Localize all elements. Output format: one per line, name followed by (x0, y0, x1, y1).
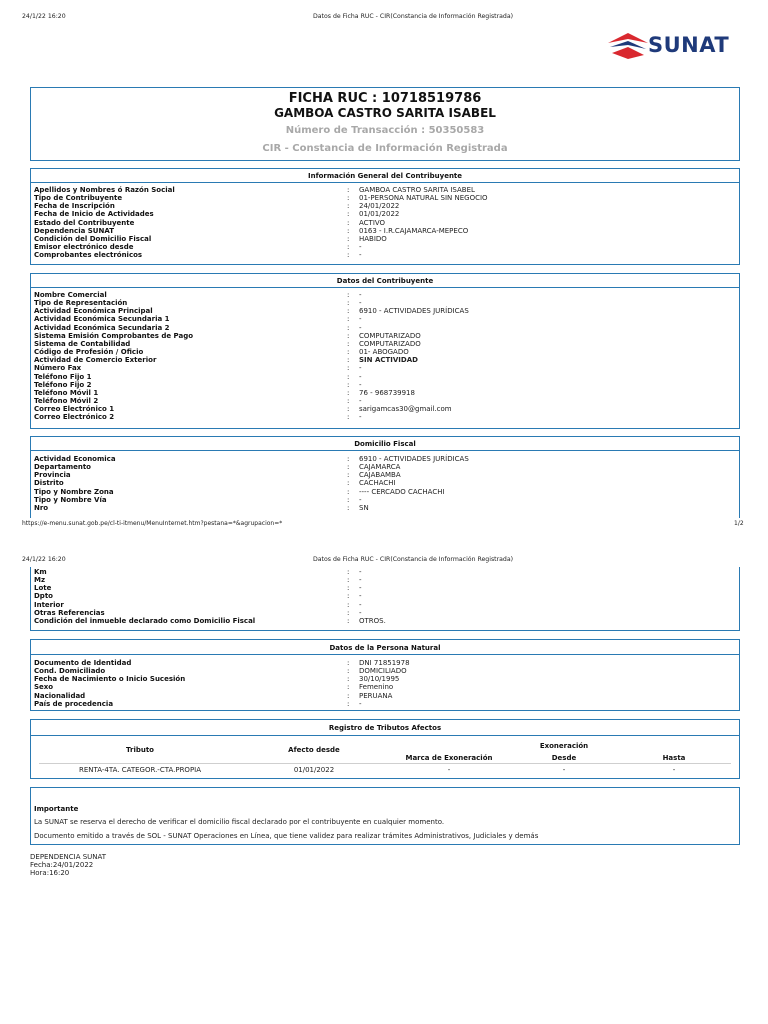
col-hasta: Hasta (662, 754, 686, 762)
row-colon: : (347, 592, 350, 601)
row-value: ACTIVO (359, 218, 386, 227)
data-row (34, 381, 736, 389)
sunat-logo-text: SUNAT (648, 33, 730, 57)
data-row (34, 364, 736, 372)
domicilio-fiscal-rows-cont (34, 568, 736, 625)
row-label: Nro (34, 503, 49, 512)
data-row (34, 397, 736, 405)
data-row (34, 186, 736, 194)
data-row (34, 340, 736, 348)
row-label: Distrito (34, 479, 64, 488)
row-label: Tipo y Nombre Vía (34, 495, 107, 504)
section-divider (31, 654, 739, 655)
row-colon: : (347, 699, 350, 708)
data-row (34, 315, 736, 323)
row-value: CACHACHI (359, 479, 396, 488)
persona-natural-title: Datos de la Persona Natural (329, 644, 441, 652)
section-divider (31, 450, 739, 451)
row-label: Interior (34, 600, 64, 609)
row-label: País de procedencia (34, 699, 114, 708)
row-label: Comprobantes electrónicos (34, 251, 143, 260)
data-row (34, 235, 736, 243)
row-colon: : (347, 291, 350, 299)
row-label: Teléfono Móvil 2 (34, 397, 99, 406)
row-label: Código de Profesión / Oficio (34, 348, 144, 357)
row-colon: : (347, 243, 350, 252)
data-row (34, 568, 736, 576)
section-divider (31, 182, 739, 183)
row-label: Emisor electrónico desde (34, 243, 134, 252)
info-general-rows (34, 186, 736, 259)
row-value: SN (359, 503, 369, 512)
data-row (34, 692, 736, 700)
row-label: Actividad Economica (34, 455, 116, 463)
row-label: Actividad Económica Secundaria 1 (34, 315, 170, 324)
data-row (34, 210, 736, 218)
row-value: - (359, 576, 362, 585)
row-colon: : (347, 584, 350, 593)
info-general-section (30, 168, 740, 265)
transaction-number: Número de Transacción : 50350583 (285, 125, 485, 136)
row-value: - (359, 299, 362, 308)
data-row (34, 700, 736, 708)
row-label: Teléfono Fijo 1 (34, 372, 92, 381)
row-label: Dependencia SUNAT (34, 226, 114, 235)
row-value: COMPUTARIZADO (359, 331, 421, 340)
print-footer-url: https://e-menu.sunat.gob.pe/cl-ti-itmenu/MenuInternet.htm?pestana=*&agrupacion=* (22, 520, 283, 527)
row-label: Lote (34, 584, 52, 593)
row-value: - (359, 380, 362, 389)
row-value: - (359, 251, 362, 260)
row-colon: : (347, 568, 350, 576)
row-colon: : (347, 397, 350, 406)
row-value: HABIDO (359, 234, 387, 243)
section-divider (31, 287, 739, 288)
row-value: - (359, 584, 362, 593)
row-value: - (359, 243, 362, 252)
row-value: - (359, 372, 362, 381)
row-colon: : (347, 487, 350, 496)
data-row (34, 413, 736, 421)
datos-contribuyente-title: Datos del Contribuyente (336, 277, 434, 285)
row-colon: : (347, 194, 350, 203)
row-value: - (359, 495, 362, 504)
row-label: Provincia (34, 471, 71, 480)
row-value: CAJAMARCA (359, 463, 401, 472)
tributos-section (30, 719, 740, 779)
row-value: 24/01/2022 (359, 202, 400, 211)
row-label: Apellidos y Nombres ó Razón Social (34, 186, 175, 194)
row-value: - (359, 323, 362, 332)
row-colon: : (347, 463, 350, 472)
data-row (34, 488, 736, 496)
row-colon: : (347, 218, 350, 227)
row-colon: : (347, 503, 350, 512)
row-label: Documento de Identidad (34, 659, 132, 667)
row-label: Nacionalidad (34, 691, 86, 700)
row-colon: : (347, 315, 350, 324)
row-value: - (359, 413, 362, 422)
row-value: - (359, 608, 362, 617)
footer-hora: Hora:16:20 (30, 869, 70, 877)
row-colon: : (347, 348, 350, 357)
importante-section (30, 787, 740, 845)
row-label: Nombre Comercial (34, 291, 107, 299)
data-row (34, 584, 736, 592)
row-colon: : (347, 388, 350, 397)
row-label: Condición del Domicilio Fiscal (34, 234, 152, 243)
data-row (34, 617, 736, 625)
row-colon: : (347, 380, 350, 389)
row-colon: : (347, 616, 350, 625)
row-colon: : (347, 226, 350, 235)
col-exoneracion: Exoneración (539, 742, 589, 750)
row-label: Número Fax (34, 364, 82, 373)
col-tributo: Tributo (125, 746, 154, 754)
row-colon: : (347, 202, 350, 211)
data-row (34, 332, 736, 340)
data-row (34, 194, 736, 202)
row-colon: : (347, 479, 350, 488)
row-value: CAJABAMBA (359, 471, 401, 480)
domicilio-fiscal-continued (30, 567, 740, 631)
row-label: Actividad de Comercio Exterior (34, 356, 157, 365)
row-value: DOMICILIADO (359, 667, 407, 676)
footer-fecha: Fecha:24/01/2022 (30, 861, 94, 869)
row-value: - (359, 568, 362, 576)
row-value: GAMBOA CASTRO SARITA ISABEL (359, 186, 475, 194)
row-label: Departamento (34, 463, 91, 472)
row-colon: : (347, 471, 350, 480)
row-label: Tipo y Nombre Zona (34, 487, 114, 496)
row-label: Teléfono Fijo 2 (34, 380, 92, 389)
row-label: Fecha de Inicio de Actividades (34, 210, 154, 219)
row-label: Actividad Económica Secundaria 2 (34, 323, 170, 332)
row-label: Correo Electrónico 1 (34, 405, 115, 414)
row-colon: : (347, 576, 350, 585)
row-colon: : (347, 356, 350, 365)
data-row (34, 675, 736, 683)
datos-contribuyente-section (30, 273, 740, 429)
col-desde: Desde (551, 754, 577, 762)
row-value: - (359, 600, 362, 609)
row-colon: : (347, 683, 350, 692)
row-label: Sexo (34, 683, 54, 692)
row-value: 0163 - I.R.CAJAMARCA-MEPECO (359, 226, 469, 235)
row-label: Otras Referencias (34, 608, 105, 617)
data-row (34, 202, 736, 210)
row-value: - (359, 315, 362, 324)
row-label: Cond. Domiciliado (34, 667, 106, 676)
data-row (34, 219, 736, 227)
row-value: SIN ACTIVIDAD (359, 356, 418, 365)
row-label: Teléfono Móvil 1 (34, 388, 99, 397)
row-colon: : (347, 323, 350, 332)
row-value: 76 - 968739918 (359, 388, 415, 397)
cir-subtitle: CIR - Constancia de Información Registrada (262, 143, 508, 154)
sunat-logo-icon (606, 29, 650, 63)
row-value: 01/01/2022 (359, 210, 400, 219)
importante-line-1: La SUNAT se reserva el derecho de verificar el domicilio fiscal declarado por el contribuyente en cualquier momento. (34, 818, 445, 826)
row-colon: : (347, 307, 350, 316)
row-value: - (359, 291, 362, 299)
tributos-title: Registro de Tributos Afectos (328, 724, 442, 732)
row-value: COMPUTARIZADO (359, 339, 421, 348)
row-colon: : (347, 608, 350, 617)
row-value: DNI 71851978 (359, 659, 410, 667)
data-row (34, 389, 736, 397)
row-colon: : (347, 455, 350, 463)
row-label: Fecha de Nacimiento o Inicio Sucesión (34, 675, 186, 684)
data-row (34, 504, 736, 512)
data-row (34, 479, 736, 487)
footer-dependencia: DEPENDENCIA SUNAT (30, 853, 107, 861)
data-row (34, 592, 736, 600)
row-label: Sistema de Contabilidad (34, 339, 131, 348)
row-colon: : (347, 495, 350, 504)
row-value: - (359, 397, 362, 406)
row-value: - (359, 364, 362, 373)
row-colon: : (347, 234, 350, 243)
data-row (34, 405, 736, 413)
data-row (34, 307, 736, 315)
row-label: Estado del Contribuyente (34, 218, 135, 227)
row-colon: : (347, 691, 350, 700)
data-row (34, 291, 736, 299)
section-divider (31, 735, 739, 736)
data-row (34, 356, 736, 364)
row-label: Mz (34, 576, 46, 585)
data-row (34, 348, 736, 356)
row-label: Km (34, 568, 47, 576)
row-value: - (359, 699, 362, 708)
data-row (34, 576, 736, 584)
col-afecto-desde: Afecto desde (288, 746, 340, 754)
row-value: 6910 - ACTIVIDADES JURÍDICAS (359, 307, 469, 316)
ficha-ruc-title: FICHA RUC : 10718519786 (288, 91, 482, 106)
contributor-name: GAMBOA CASTRO SARITA ISABEL (274, 106, 496, 120)
row-colon: : (347, 413, 350, 422)
row-value: 01-PERSONA NATURAL SIN NEGOCIO (359, 194, 488, 203)
row-value: sarigamcas30@gmail.com (359, 405, 452, 414)
cell-afecto-desde: 01/01/2022 (293, 766, 335, 774)
row-colon: : (347, 210, 350, 219)
table-divider (39, 763, 731, 764)
row-value: OTROS. (359, 616, 386, 625)
row-label: Tipo de Representación (34, 299, 128, 308)
row-label: Dpto (34, 592, 53, 601)
row-colon: : (347, 186, 350, 194)
domicilio-fiscal-section (30, 436, 740, 518)
persona-natural-section (30, 639, 740, 711)
importante-title: Importante (34, 805, 79, 813)
row-colon: : (347, 251, 350, 260)
row-value: 6910 - ACTIVIDADES JURÍDICAS (359, 455, 469, 463)
data-row (34, 373, 736, 381)
data-row (34, 601, 736, 609)
data-row (34, 324, 736, 332)
row-colon: : (347, 331, 350, 340)
row-label: Correo Electrónico 2 (34, 413, 115, 422)
cell-desde: - (562, 766, 566, 774)
print-header-title-2: Datos de Ficha RUC - CIR(Constancia de Información Registrada) (313, 556, 514, 563)
print-header-title: Datos de Ficha RUC - CIR(Constancia de Información Registrada) (313, 13, 514, 20)
row-colon: : (347, 299, 350, 308)
row-label: Fecha de Inscripción (34, 202, 115, 211)
data-row (34, 659, 736, 667)
print-header-date-2: 24/1/22 16:20 (22, 556, 66, 563)
row-value: ---- CERCADO CACHACHI (359, 487, 445, 496)
persona-natural-rows (34, 659, 736, 708)
row-label: Actividad Económica Principal (34, 307, 153, 316)
col-marca-exoneracion: Marca de Exoneración (405, 754, 493, 762)
data-row (34, 455, 736, 463)
data-row (34, 251, 736, 259)
row-colon: : (347, 675, 350, 684)
row-colon: : (347, 600, 350, 609)
data-row (34, 667, 736, 675)
cell-marca-exoneracion: - (447, 766, 451, 774)
print-header-date: 24/1/22 16:20 (22, 13, 66, 20)
data-row (34, 463, 736, 471)
domicilio-fiscal-title: Domicilio Fiscal (354, 440, 416, 448)
info-general-title: Información General del Contribuyente (307, 172, 463, 180)
cell-hasta: - (672, 766, 676, 774)
domicilio-fiscal-rows (34, 455, 736, 512)
cell-tributo: RENTA-4TA. CATEGOR.-CTA.PROPIA (78, 766, 202, 774)
data-row (34, 227, 736, 235)
sunat-logo (606, 29, 738, 63)
row-label: Tipo de Contribuyente (34, 194, 123, 203)
row-colon: : (347, 372, 350, 381)
row-value: 30/10/1995 (359, 675, 400, 684)
row-colon: : (347, 364, 350, 373)
row-colon: : (347, 659, 350, 667)
row-value: - (359, 592, 362, 601)
row-value: 01- ABOGADO (359, 348, 409, 357)
row-label: Sistema Emisión Comprobantes de Pago (34, 331, 194, 340)
row-colon: : (347, 339, 350, 348)
row-label: Condición del inmueble declarado como Domicilio Fiscal (34, 616, 256, 625)
data-row (34, 243, 736, 251)
data-row (34, 471, 736, 479)
row-value: PERUANA (359, 691, 393, 700)
row-colon: : (347, 405, 350, 414)
datos-contribuyente-rows (34, 291, 736, 422)
data-row (34, 683, 736, 691)
ficha-header-box (30, 87, 740, 161)
print-footer-page: 1/2 (734, 520, 744, 527)
row-colon: : (347, 667, 350, 676)
data-row (34, 496, 736, 504)
row-value: Femenino (359, 683, 394, 692)
data-row (34, 609, 736, 617)
importante-line-2: Documento emitido a través de SOL - SUNAT Operaciones en Línea, que tiene validez para realizar trámites Administrativos, Judiciales y demás (34, 832, 539, 840)
